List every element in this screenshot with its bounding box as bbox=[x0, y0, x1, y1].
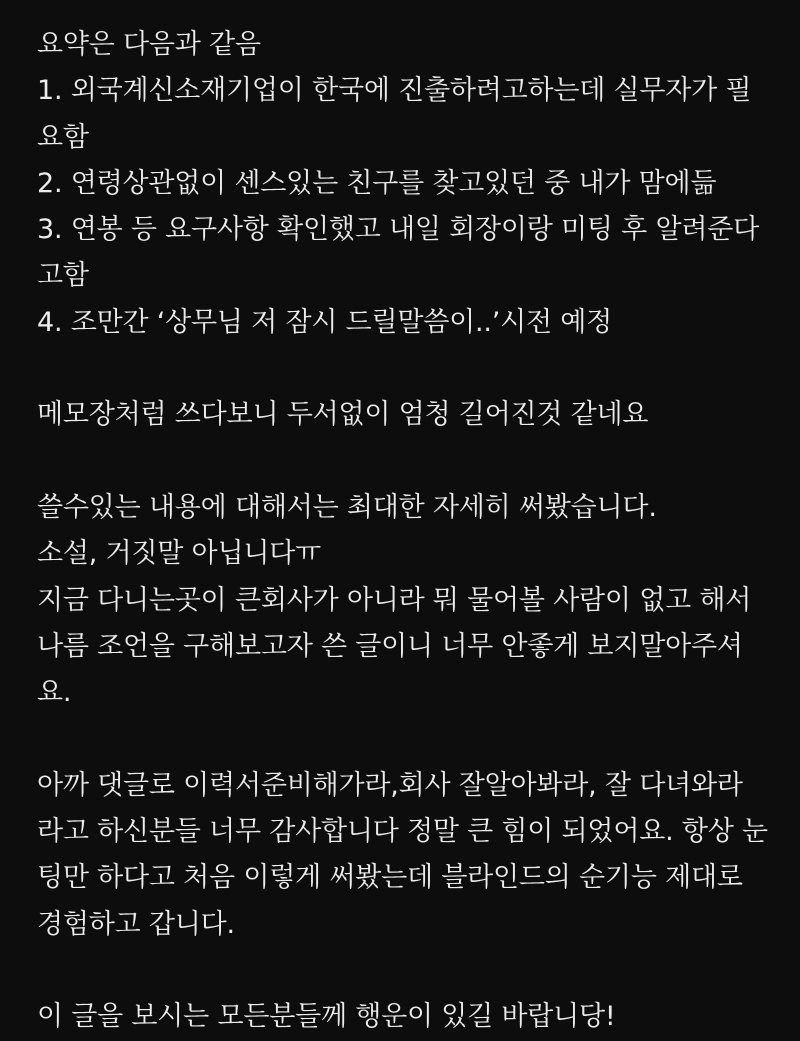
summary-item-2-line-1: 2. 연령상관없이 센스있는 친구를 찾고있던 중 내가 맘에듦 bbox=[37, 167, 717, 199]
paragraph-gap bbox=[37, 439, 767, 485]
paragraph2-line-2: 라고 하신분들 너무 감사합니다 정말 큰 힘이 되었어요. 항상 눈 bbox=[37, 816, 768, 848]
closing-line: 이 글을 보시는 모든분들께 행운이 있길 바랍니당! bbox=[37, 1001, 616, 1033]
paragraph1-line-1: 쓸수있는 내용에 대해서는 최대한 자세히 써봤습니다. bbox=[37, 491, 657, 523]
paragraph2-line-3: 팅만 하다고 처음 이렇게 써봤는데 블라인드의 순기능 제대로 bbox=[37, 862, 743, 894]
summary-item-1-line-2: 요함 bbox=[37, 121, 89, 153]
paragraph1-line-2: 소설, 거짓말 아닙니다ㅠ bbox=[37, 538, 321, 570]
paragraph2-line-1: 아까 댓글로 이력서준비해가라,회사 잘알아봐라, 잘 다녀와라 bbox=[37, 769, 743, 801]
summary-item-1-line-1: 1. 외국계신소재기업이 한국에 진출하려고하는데 실무자가 필 bbox=[37, 75, 752, 107]
summary-item-4-line-1: 4. 조만간 ‘상무님 저 잠시 드릴말씀이..’시전 예정 bbox=[37, 306, 613, 338]
memo-note: 메모장처럼 쓰다보니 두서없이 엄청 길어진것 같네요 bbox=[37, 399, 649, 431]
summary-item-3-line-2: 고함 bbox=[37, 260, 89, 292]
paragraph2-line-4: 경험하고 갑니다. bbox=[37, 908, 235, 940]
summary-item-3-line-1: 3. 연봉 등 요구사항 확인했고 내일 회장이랑 미팅 후 알려준다 bbox=[37, 214, 759, 246]
summary-heading: 요약은 다음과 같음 bbox=[37, 29, 261, 60]
paragraph1-line-4: 나름 조언을 구해보고자 쓴 글이니 너무 안좋게 보지말아주셔 bbox=[37, 630, 743, 662]
paragraph1-line-5: 요. bbox=[37, 677, 72, 709]
paragraph-gap bbox=[37, 346, 767, 392]
paragraph1-line-3: 지금 다니는곳이 큰회사가 아니라 뭐 물어볼 사람이 없고 해서 bbox=[37, 584, 752, 616]
paragraph-gap bbox=[37, 716, 767, 762]
post-body bbox=[37, 22, 767, 1041]
paragraph-gap bbox=[37, 948, 767, 994]
